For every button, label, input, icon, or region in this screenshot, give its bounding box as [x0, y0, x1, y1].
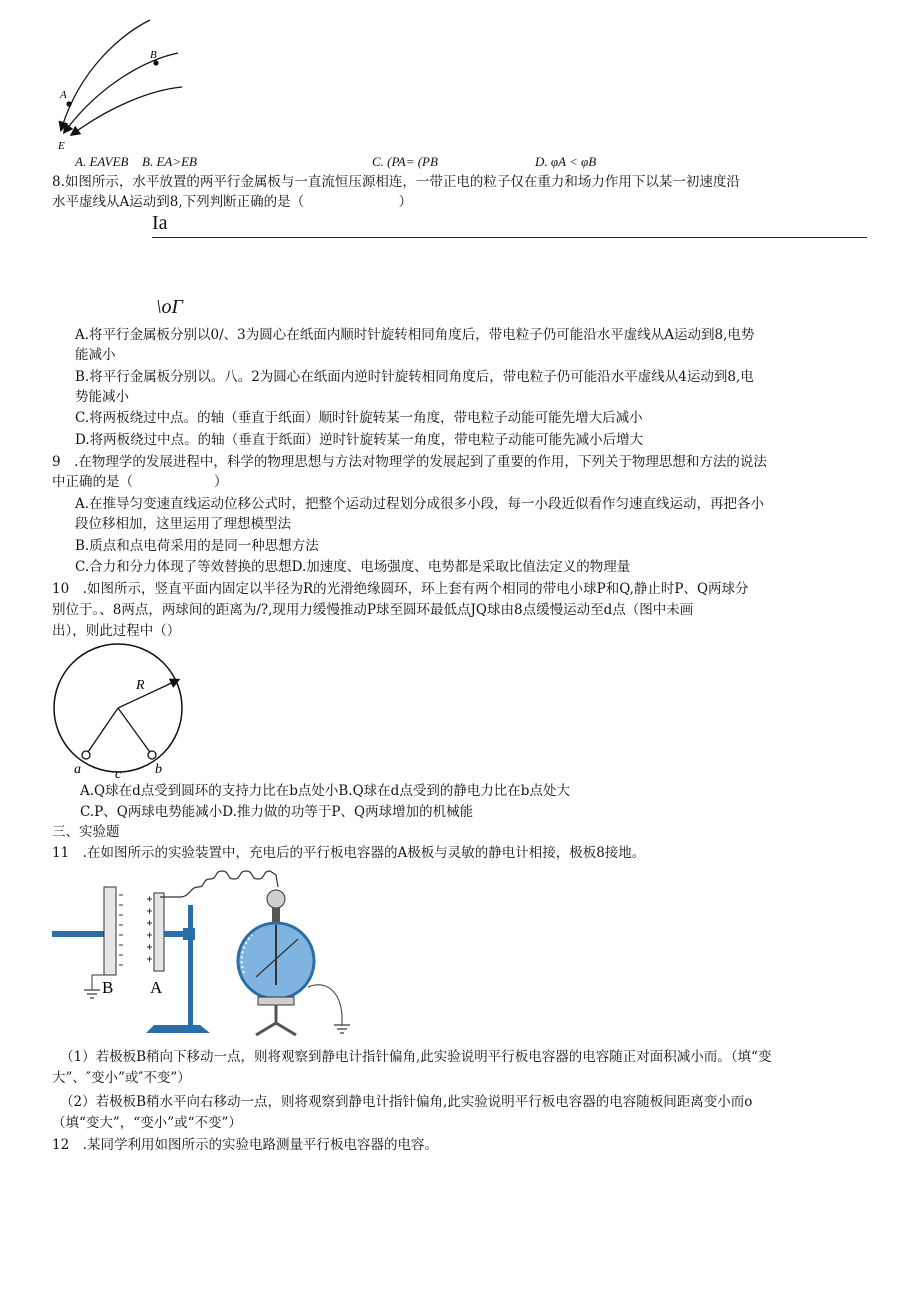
q7-option-c: C. (PA= (PB — [372, 154, 438, 169]
q8-option-c: C.将两板绕过中点。的轴（垂直于纸面）顺时针旋转某一角度，带电粒子动能可能先增大后减小 — [75, 410, 643, 426]
electrometer-figure — [50, 865, 360, 1045]
q8-option-b-line-2: 势能减小 — [75, 389, 129, 405]
field-line — [66, 53, 178, 130]
q8-plate-line — [152, 237, 867, 238]
insulating-rod — [52, 931, 104, 937]
q8-option-a-line-2: 能减小 — [75, 347, 116, 363]
q10-stem-line-2: 别位于。、8两点，两球间的距离为/?,现用力缓慢推动P球至圆环最低点JQ球由8点缓慢运动至d点（图中未画 — [52, 602, 694, 618]
electrometer-knob — [267, 890, 285, 908]
field-line — [62, 20, 150, 127]
q9-option-a-line-2: 段位移相加，这里运用了理想模型法 — [75, 516, 291, 532]
label-b: B — [150, 49, 157, 61]
label-e: E — [58, 140, 65, 152]
q9-option-a-line-1: A.在推导匀变速直线运动位移公式时，把整个运动过程划分成很多小段，每一小段近似看作匀速直线运动，再把各小 — [75, 496, 765, 512]
q7-option-b: B. EA>EB — [142, 154, 197, 169]
ground-wire-electrometer — [308, 985, 342, 1025]
q9-stem-line-2: 中正确的是（ ） — [52, 474, 228, 490]
label-b: b — [155, 762, 162, 777]
q9-option-cd: C.合力和分力体现了等效替换的思想D.加速度、电场强度、电势都是采取比值法定义的物理量 — [75, 559, 631, 575]
q8-option-b-line-1: B.将平行金属板分别以。八。2为圆心在纸面内逆时针旋转相同角度后，带电粒子仍可能沿水平虚线从4运动到8,电 — [75, 369, 754, 385]
stand-base — [146, 1025, 210, 1033]
radius-a — [86, 708, 118, 755]
label-a: a — [74, 762, 81, 777]
q7-option-d: D. φA < φB — [535, 154, 597, 169]
radius-arrow — [118, 680, 178, 708]
label-c: c — [115, 767, 122, 782]
q10-option-cd: C.P、Q两球电势能减小D.推力做的功等于P、Q两球增加的机械能 — [80, 804, 474, 820]
q10-option-ab: A.Q球在d点受到圆环的支持力比在b点处小B.Q球在d点受到的静电力比在b点处大 — [80, 783, 570, 799]
q8-stem-line-2: 水平虚线从A运动到8,下列判断正确的是（ ） — [52, 194, 413, 210]
point-a — [66, 101, 71, 106]
q11-part1-line-1: （1）若极板B稍向下移动一点，则将观察到静电计指针偏角,此实验说明平行板电容器的电容随正对面积减小而。（填“变 — [60, 1049, 772, 1065]
ring-figure — [50, 642, 190, 782]
q7-option-a: A. EAVEB — [75, 154, 129, 169]
q11-part2-line-2: （填“变大”，“变小”或“不变”） — [52, 1115, 242, 1131]
connecting-wire — [160, 871, 278, 897]
ball-p — [82, 751, 90, 759]
field-lines-figure — [50, 15, 190, 155]
stand-pole — [188, 905, 193, 1025]
point-b — [153, 60, 158, 65]
q12-stem: 12 .某同学利用如图所示的实验电路测量平行板电容器的电容。 — [52, 1137, 438, 1153]
label-b: B — [102, 978, 114, 997]
section-title: 三、实验题 — [52, 824, 120, 840]
q8-figure-top-label: Ia — [152, 212, 168, 234]
ball-q — [148, 751, 156, 759]
label-r: R — [136, 678, 145, 693]
q10-stem-line-1: 10 .如图所示，竖直平面内固定以半径为R的光滑绝缘圆环，环上套有两个相同的带电小球P和Q,静止时P、Q两球分 — [52, 581, 749, 597]
q9-option-b: B.质点和点电荷采用的是同一种思想方法 — [75, 538, 319, 554]
q8-option-a-line-1: A.将平行金属板分别以0/、3为圆心在纸面内顺时针旋转相同角度后，带电粒子仍可能沿水平虚线从A运动到8,电势 — [75, 327, 755, 343]
q8-stem-line-1: 8.如图所示，水平放置的两平行金属板与一直流恒压源相连，一带正电的粒子仅在重力和场力作用下以某一初速度沿 — [52, 174, 740, 190]
label-a: A — [60, 89, 67, 101]
q11-part1-line-2: 大”、″变小”或″不变”） — [52, 1070, 191, 1086]
q11-part2-line-1: （2）若极板B稍水平向右移动一点，则将观察到静电计指针偏角,此实验说明平行板电容器的电容随板间距离变小而o — [60, 1094, 753, 1110]
plate-b — [104, 887, 116, 975]
q9-stem-line-1: 9 .在物理学的发展进程中，科学的物理思想与方法对物理学的发展起到了重要的作用，下列关于物理思想和方法的说法 — [52, 454, 767, 470]
q8-option-d: D.将两板绕过中点。的轴（垂直于纸面）逆时针旋转某一角度，带电粒子动能可能先减小后增大 — [75, 432, 644, 448]
radius-b — [118, 708, 152, 755]
q11-stem: 11 .在如图所示的实验装置中，充电后的平行板电容器的A极板与灵敏的静电计相接，极板8接地。 — [52, 845, 646, 861]
plate-a — [154, 893, 164, 971]
label-a: A — [150, 978, 163, 997]
field-line — [74, 87, 182, 133]
q8-figure-bottom-label: \oΓ — [156, 296, 183, 318]
q10-stem-line-3: 出），则此过程中（） — [52, 623, 181, 639]
